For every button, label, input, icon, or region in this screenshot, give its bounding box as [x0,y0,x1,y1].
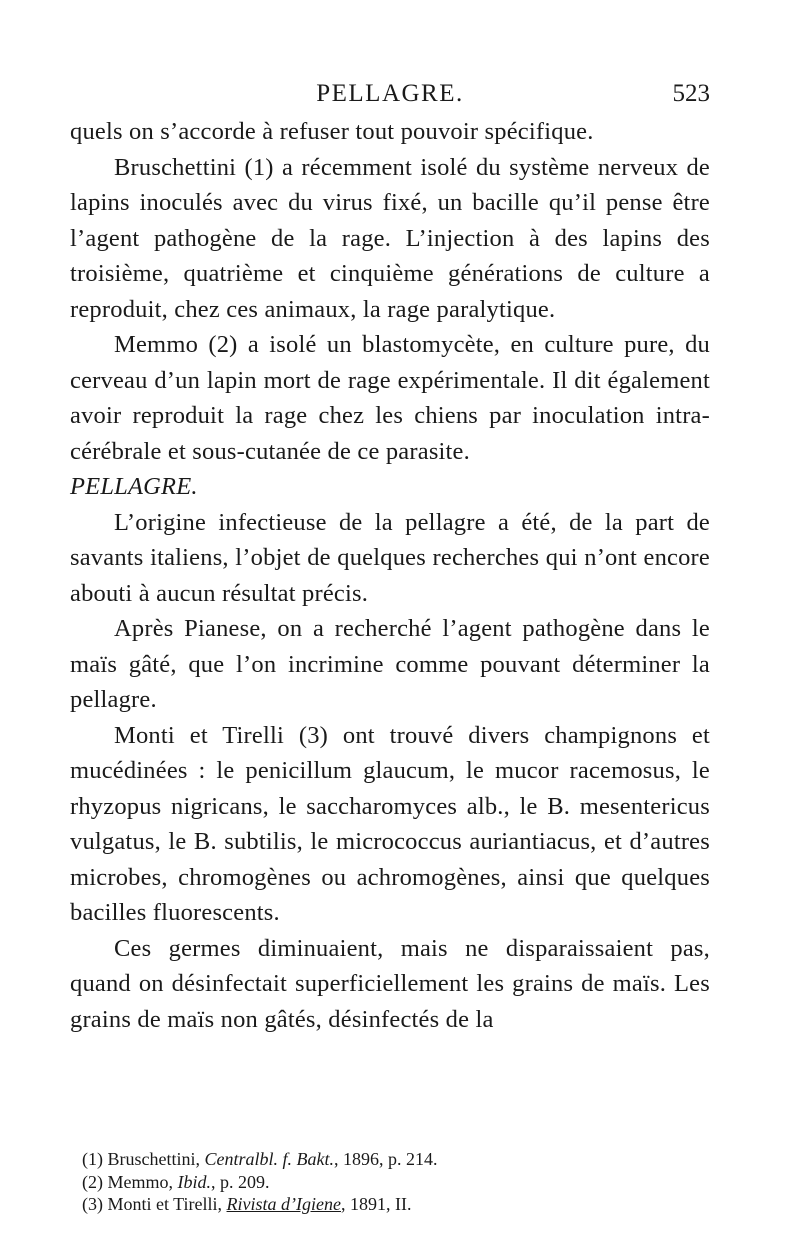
paragraph-monti-tirelli: Monti et Tirelli (3) ont trouvé divers champignons et mucédinées : le penicillum glaucum, le mucor racemosus, le rhyzopus nigricans, le saccharomyces alb., le B. mesentericus vulgatus, le B. subtilis, le micrococcus auriantiacus, et d’autres microbes, chromogènes ou achromogènes, ainsi que quelques bacilles fluorescents. [70,721,710,926]
footnote-author: Bruschettini, [107,1149,200,1169]
paragraph-origin: L’origine infectieuse de la pellagre a été, de la part de savants italiens, l’objet de quelques recherches qui n’ont encore abouti à aucun résultat précis. [70,508,710,607]
footnote-3 [82,1193,712,1216]
footnote-marker: (1) [82,1149,103,1169]
paragraph-bruschettini: Bruschettini (1) a récemment isolé du système nerveux de lapins inoculés avec du virus fixé, un bacille qu’il pense être l’agent pathogène de la rage. L’injection à des lapins des troisième, quatrième et cinquième générations de culture a reproduit, chez ces animaux, la rage paralytique. [70,153,710,323]
section-heading: PELLAGRE. [70,473,198,500]
body-text [70,114,710,1037]
footnote-source [227,1194,341,1214]
paragraph-memmo: Memmo (2) a isolé un blastomycète, en culture pure, du cerveau d’un lapin mort de rage expérimentale. Il dit également avoir reproduit la rage chez les chiens par inoculation intra-cérébrale et sous-cutanée de ce parasite. [70,331,710,465]
footnote-1 [82,1148,712,1171]
paragraph-continuation: quels on s’accorde à refuser tout pouvoir spécifique. [70,118,594,145]
running-title: PELLAGRE. [316,80,464,107]
footnotes [82,1148,712,1216]
footnote-marker: (2) [82,1171,103,1192]
footnote-detail: , 1896, p. 214. [334,1149,438,1169]
footnote-marker: (3) [82,1194,103,1214]
page-number: 523 [672,80,710,107]
paragraph-pianese: Après Pianese, on a recherché l’agent pathogène dans le maïs gâté, que l’on incrimine comme pouvant déterminer la pellagre. [70,615,710,713]
footnote-detail: , p. 209. [211,1171,270,1192]
footnote-author: Monti et Tirelli, [107,1194,223,1214]
footnote-source: Ibid. [177,1171,211,1192]
paragraph-germs: Ces germes diminuaient, mais ne disparaissaient pas, quand on désinfectait superficiellement les grains de maïs. Les grains de maïs non gâtés, désinfectés de la [70,934,710,1033]
running-head [70,77,710,111]
footnote-author: Memmo, [107,1171,173,1192]
footnote-detail: , 1891, II. [341,1194,412,1214]
footnote-source-title: Rivista d’Igiene [226,1194,341,1214]
footnote-2 [82,1171,712,1194]
footnote-source: Centralbl. f. Bakt. [204,1149,334,1169]
